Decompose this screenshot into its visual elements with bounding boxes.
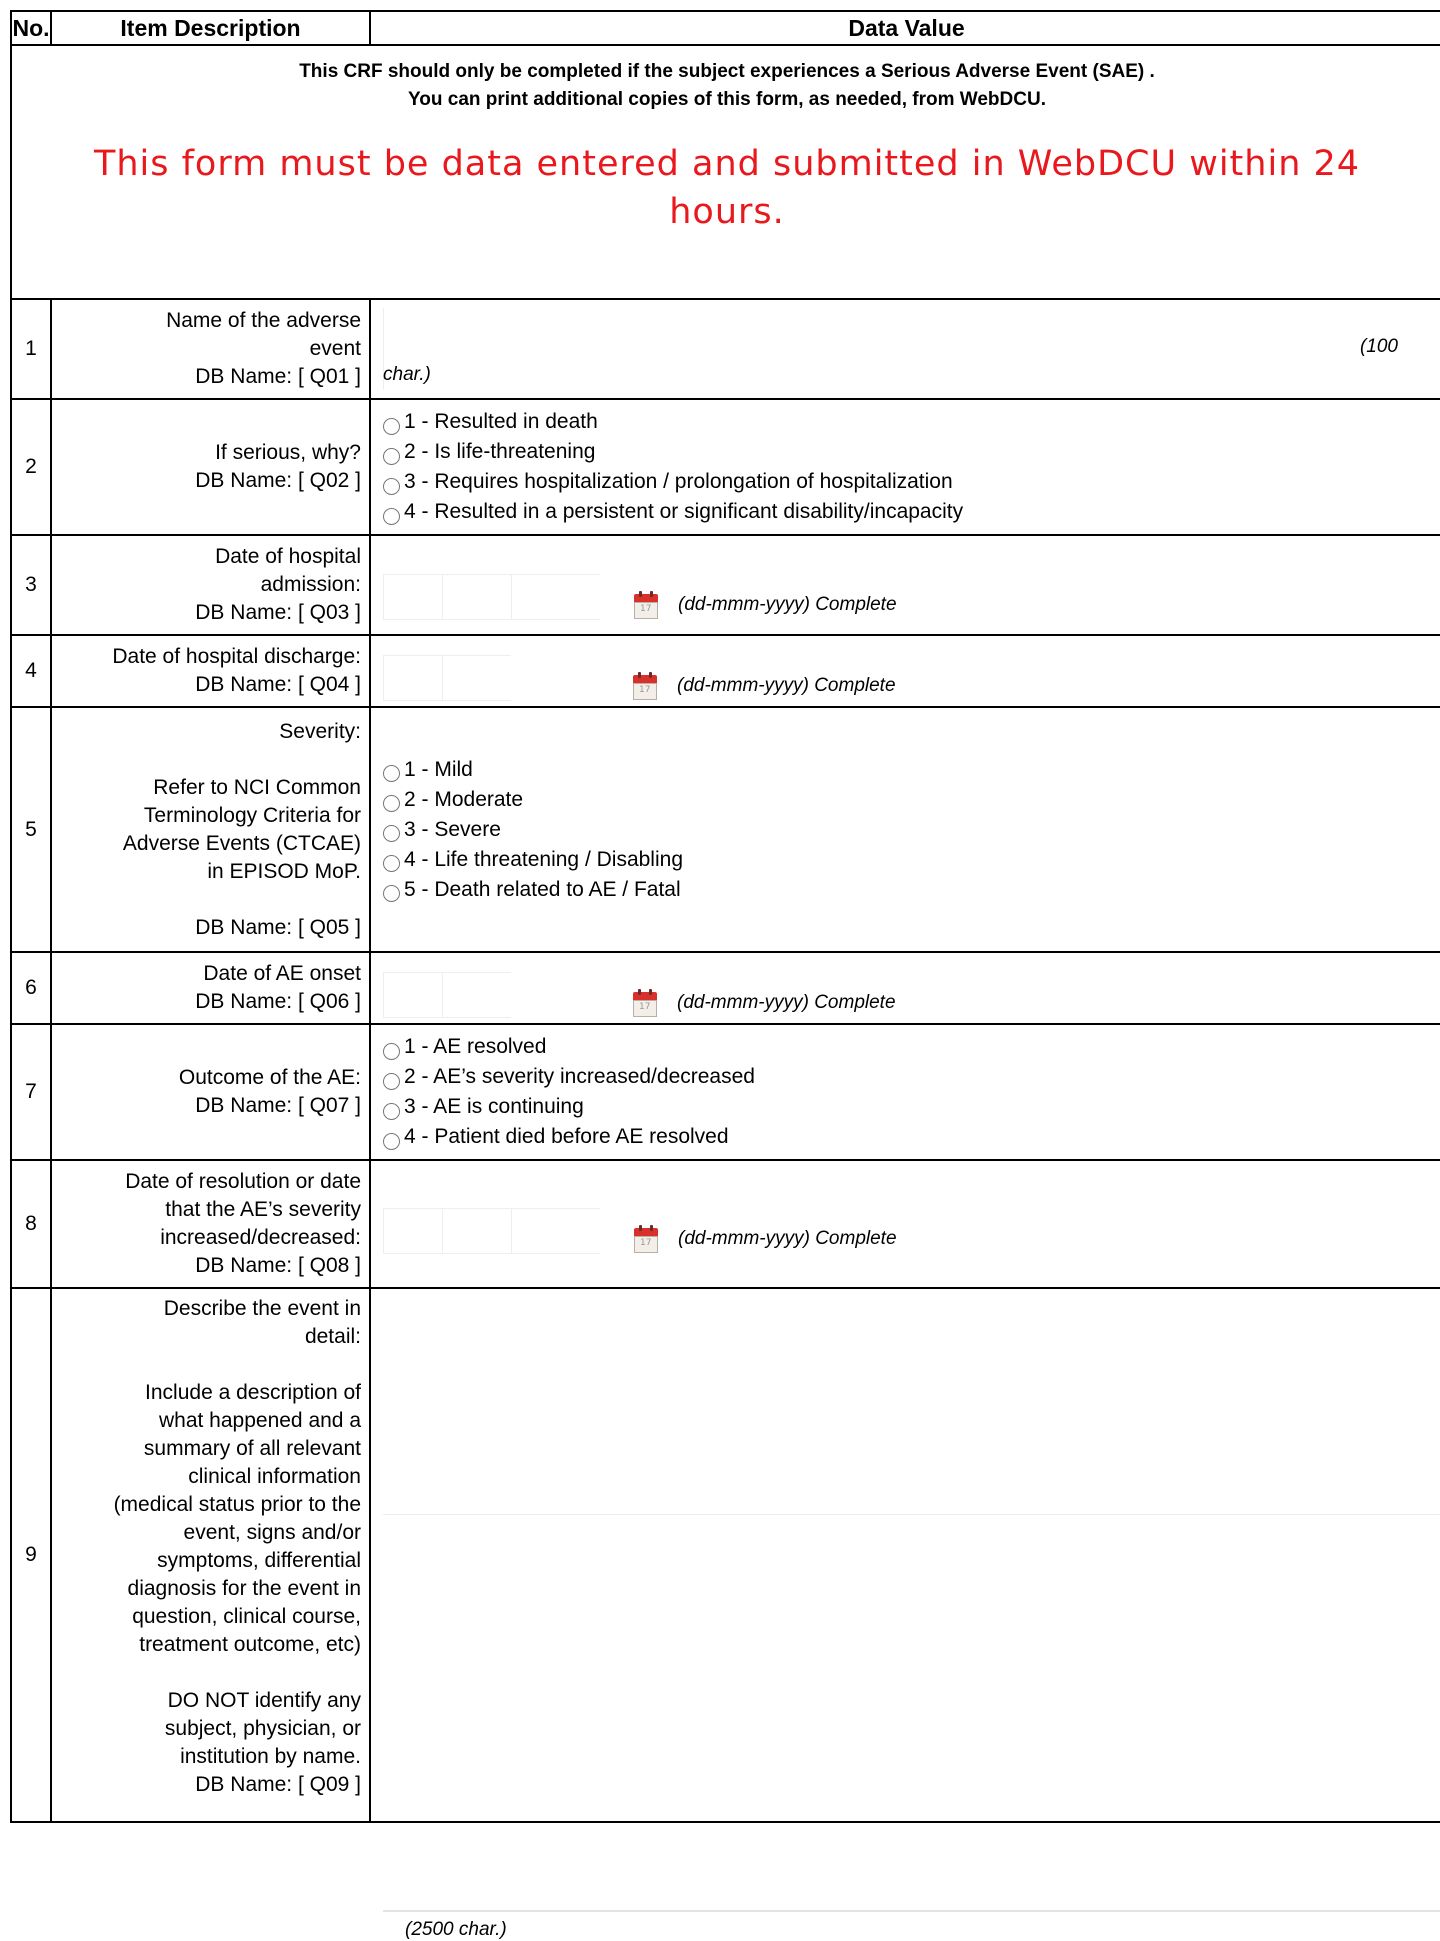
question-number: 8	[11, 1160, 51, 1288]
radio-label: 4 - Resulted in a persistent or significant disability/incapacity	[404, 500, 964, 523]
day-input[interactable]	[383, 1208, 442, 1254]
year-input[interactable]	[511, 1208, 600, 1254]
calendar-icon[interactable]: 17	[633, 675, 657, 699]
discharge-date-field	[370, 635, 1440, 707]
year-input[interactable]	[511, 574, 600, 620]
radio-button[interactable]	[383, 885, 400, 902]
q8-label-line: that the AE’s severity	[165, 1198, 361, 1221]
radio-label: 2 - Moderate	[404, 787, 524, 811]
radio-option[interactable]	[383, 815, 1436, 845]
date-format-hint: (dd-mmm-yyyy) Complete	[677, 992, 896, 1013]
header-data-value: Data Value	[370, 11, 1440, 45]
q8-label-line: Date of resolution or date	[125, 1170, 361, 1193]
serious-reason-options	[370, 399, 1440, 535]
q9-note-line: summary of all relevant	[143, 1437, 361, 1460]
question-row-6	[11, 952, 1440, 1024]
q9-label-line: detail:	[304, 1325, 361, 1348]
radio-option[interactable]	[383, 467, 1436, 497]
q9-label-line: Describe the event in	[163, 1297, 361, 1320]
q8-label-line: increased/decreased:	[160, 1226, 361, 1249]
header-item-description: Item Description	[51, 11, 370, 45]
radio-option[interactable]	[383, 755, 1436, 785]
month-input[interactable]	[442, 1208, 511, 1254]
radio-label: 3 - Severe	[404, 817, 501, 841]
q9-note-line: (medical status prior to the	[113, 1493, 361, 1516]
month-input[interactable]	[442, 574, 511, 620]
question-number: 2	[11, 399, 51, 535]
radio-label: 3 - Requires hospitalization / prolongation of hospitalization	[404, 470, 953, 493]
radio-option[interactable]	[383, 785, 1436, 815]
q3-label-b: admission:	[260, 573, 361, 596]
question-description	[51, 952, 370, 1024]
calendar-icon[interactable]: 17	[634, 594, 658, 618]
question-row-3	[11, 535, 1440, 635]
calendar-icon[interactable]: 17	[634, 1228, 658, 1252]
q3-label-a: Date of hospital	[215, 545, 361, 568]
q7-label: Outcome of the AE:	[178, 1066, 361, 1089]
db-name: DB Name: [ Q05 ]	[195, 915, 361, 939]
crf-table	[10, 10, 1440, 1940]
radio-option[interactable]	[383, 407, 1436, 437]
q9-note-line: what happened and a	[158, 1409, 361, 1432]
radio-button[interactable]	[383, 795, 400, 812]
char-limit-hint: (2500 char.)	[405, 1919, 507, 1940]
radio-option[interactable]	[383, 845, 1436, 875]
question-number: 9	[11, 1288, 51, 1822]
radio-button[interactable]	[383, 1133, 400, 1150]
radio-option[interactable]	[383, 437, 1436, 467]
date-format-hint: (dd-mmm-yyyy) Complete	[677, 675, 896, 696]
q5-note-line: Adverse Events (CTCAE)	[122, 831, 361, 855]
radio-button[interactable]	[383, 478, 400, 495]
question-number: 6	[11, 952, 51, 1024]
radio-label: 5 - Death related to AE / Fatal	[404, 877, 681, 901]
outcome-options	[370, 1024, 1440, 1160]
question-row-1	[11, 299, 1440, 399]
radio-label: 1 - Mild	[404, 757, 473, 781]
q9-warning-line: institution by name.	[180, 1745, 361, 1768]
q9-note-line: treatment outcome, etc)	[139, 1633, 361, 1656]
radio-button[interactable]	[383, 825, 400, 842]
q1-label-a: Name of the adverse	[166, 309, 361, 332]
db-name: DB Name: [ Q08 ]	[195, 1254, 361, 1277]
question-description	[51, 399, 370, 535]
question-description	[51, 635, 370, 707]
month-input[interactable]	[442, 972, 511, 1018]
question-row-8	[11, 1160, 1440, 1288]
radio-option[interactable]	[383, 1122, 1436, 1152]
question-number: 5	[11, 707, 51, 952]
q9-note-line: event, signs and/or	[183, 1521, 361, 1544]
question-row-7	[11, 1024, 1440, 1160]
q5-note-line: in EPISOD MoP.	[207, 859, 361, 883]
radio-label: 1 - AE resolved	[404, 1035, 547, 1058]
notice-warning: This form must be data entered and submitted in WebDCU within 24 hours.	[93, 144, 1361, 232]
radio-option[interactable]	[383, 875, 1436, 905]
db-name: DB Name: [ Q04 ]	[195, 673, 361, 696]
db-name: DB Name: [ Q01 ]	[195, 365, 361, 388]
notice-line-1: This CRF should only be completed if the subject experiences a Serious Adverse Event (SAE) .	[299, 61, 1155, 82]
notice-row	[11, 45, 1440, 299]
radio-option[interactable]	[383, 1062, 1436, 1092]
radio-button[interactable]	[383, 1043, 400, 1060]
q9-warning-line: subject, physician, or	[164, 1717, 361, 1740]
radio-option[interactable]	[383, 1092, 1436, 1122]
question-row-2	[11, 399, 1440, 535]
question-row-9	[11, 1288, 1440, 1822]
radio-button[interactable]	[383, 1103, 400, 1120]
q5-label: Severity:	[279, 719, 361, 743]
q1-label-b: event	[309, 337, 361, 360]
radio-label: 4 - Patient died before AE resolved	[404, 1125, 729, 1148]
radio-option[interactable]	[383, 497, 1436, 527]
admission-date-field	[370, 535, 1440, 635]
calendar-icon[interactable]: 17	[633, 992, 657, 1016]
q9-note-line: question, clinical course,	[132, 1605, 361, 1628]
q9-warning-line: DO NOT identify any	[167, 1689, 361, 1712]
q9-note-line: clinical information	[188, 1465, 361, 1488]
radio-button[interactable]	[383, 508, 400, 525]
radio-label: 2 - Is life-threatening	[404, 440, 596, 463]
date-format-hint: (dd-mmm-yyyy) Complete	[678, 594, 897, 615]
day-input[interactable]	[383, 972, 442, 1018]
q9-note-line: symptoms, differential	[157, 1549, 361, 1572]
question-description	[51, 535, 370, 635]
db-name: DB Name: [ Q02 ]	[195, 469, 361, 492]
ae-name-field[interactable]	[370, 299, 1440, 399]
q9-note-line: Include a description of	[145, 1381, 361, 1404]
question-description	[51, 1160, 370, 1288]
notice-cell	[11, 45, 1440, 299]
question-description	[51, 1288, 370, 1822]
q5-note-line: Terminology Criteria for	[143, 803, 361, 827]
radio-label: 2 - AE’s severity increased/decreased	[404, 1065, 755, 1088]
char-limit-hint-b: char.)	[383, 364, 431, 385]
header-no: No.	[11, 11, 51, 45]
question-number: 7	[11, 1024, 51, 1160]
onset-date-field	[370, 952, 1440, 1024]
month-input[interactable]	[442, 655, 511, 701]
radio-button[interactable]	[383, 1073, 400, 1090]
radio-button[interactable]	[383, 448, 400, 465]
radio-button[interactable]	[383, 418, 400, 435]
question-description	[51, 1024, 370, 1160]
question-number: 1	[11, 299, 51, 399]
q6-label: Date of AE onset	[203, 962, 361, 985]
question-number: 3	[11, 535, 51, 635]
q4-label: Date of hospital discharge:	[112, 645, 361, 668]
q9-note-line: diagnosis for the event in	[127, 1577, 361, 1600]
q2-label: If serious, why?	[215, 441, 361, 464]
question-number: 4	[11, 635, 51, 707]
radio-label: 3 - AE is continuing	[404, 1095, 584, 1118]
db-name: DB Name: [ Q06 ]	[195, 990, 361, 1013]
day-input[interactable]	[383, 574, 442, 620]
q5-note-line: Refer to NCI Common	[153, 775, 361, 799]
db-name: DB Name: [ Q07 ]	[195, 1094, 361, 1117]
date-format-hint: (dd-mmm-yyyy) Complete	[678, 1228, 897, 1249]
question-description	[51, 707, 370, 952]
day-input[interactable]	[383, 655, 442, 701]
resolution-date-field	[370, 1160, 1440, 1288]
question-row-4	[11, 635, 1440, 707]
question-description	[51, 299, 370, 399]
radio-button[interactable]	[383, 765, 400, 782]
header-row	[11, 11, 1440, 45]
event-description-textarea[interactable]	[383, 1514, 1440, 1912]
char-limit-hint-a: (100	[1359, 336, 1398, 357]
db-name: DB Name: [ Q09 ]	[195, 1773, 361, 1796]
event-description-field	[370, 1288, 1440, 1940]
radio-label: 4 - Life threatening / Disabling	[404, 847, 683, 871]
radio-button[interactable]	[383, 855, 400, 872]
db-name: DB Name: [ Q03 ]	[195, 601, 361, 624]
radio-label: 1 - Resulted in death	[404, 410, 598, 433]
notice-line-2: You can print additional copies of this form, as needed, from WebDCU.	[408, 89, 1046, 110]
severity-options	[370, 707, 1440, 952]
question-row-5	[11, 707, 1440, 952]
radio-option[interactable]	[383, 1032, 1436, 1062]
